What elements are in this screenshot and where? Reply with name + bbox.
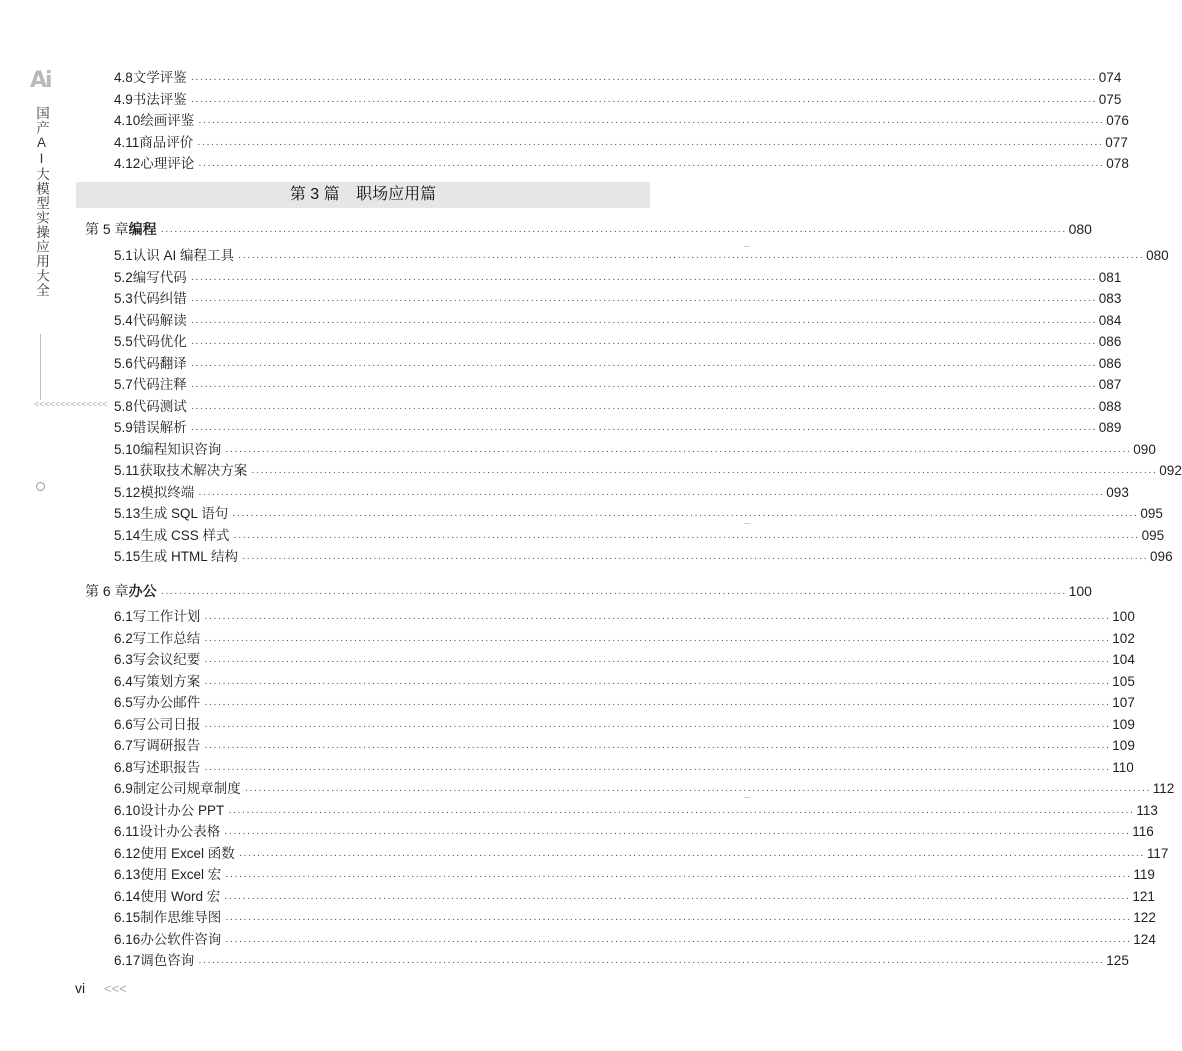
leader-dots: ········································································································································································································ [244, 785, 1151, 796]
toc-entry[interactable] [114, 671, 1135, 692]
section-page: 116 [1132, 824, 1154, 839]
section-title: 调色咨询 [140, 953, 195, 968]
section-title: 写工作计划 [132, 609, 201, 624]
section-page: 124 [1133, 931, 1156, 947]
leader-dots: ········································································································································································································ [190, 95, 1097, 107]
section-title: 办公软件咨询 [140, 931, 222, 947]
section-number: 5.5 [114, 334, 133, 349]
toc-entry[interactable] [114, 546, 1173, 567]
section-number: 6.5 [114, 695, 133, 710]
toc-entry[interactable] [114, 886, 1155, 907]
page-number: vi [75, 980, 86, 996]
section-title: 生成 CSS 样式 [140, 527, 230, 543]
part-banner [76, 182, 650, 208]
section-title: 代码优化 [132, 334, 187, 349]
toc-entry[interactable] [114, 310, 1122, 331]
chapter-title: 编程 [128, 221, 157, 237]
toc-entry[interactable] [114, 649, 1135, 670]
section-number: 5.8 [114, 398, 133, 414]
leader-dots: ········································································································································································································ [233, 531, 1140, 543]
section-title: 使用 Excel 宏 [140, 867, 222, 882]
section-title: 写办公邮件 [132, 695, 201, 710]
side-chevrons: <<<<<<<<<<<<<< [34, 399, 108, 409]
section-title: 使用 Excel 函数 [140, 845, 235, 861]
section-number: 6.7 [114, 738, 133, 753]
section-page: 121 [1132, 888, 1155, 904]
section-page: 102 [1112, 630, 1135, 646]
toc-entry[interactable] [114, 735, 1135, 756]
leader-dots: ········································································································································································································ [160, 226, 1067, 237]
section-title: 错误解析 [132, 420, 187, 435]
section-title: 设计办公表格 [139, 824, 221, 839]
toc-entry[interactable] [114, 628, 1135, 649]
leader-dots: ········································································································································································································ [251, 467, 1158, 478]
section-title: 书法评鉴 [132, 91, 187, 107]
section-title: 写公司日报 [132, 716, 201, 732]
section-number: 5.15 [114, 549, 141, 564]
section-number: 5.7 [114, 377, 133, 392]
section-page: 090 [1133, 441, 1156, 457]
leader-dots: ········································································································································································································ [232, 510, 1139, 521]
section-number: 4.9 [114, 91, 133, 107]
leader-dots: ········································································································································································································ [225, 935, 1132, 947]
section-number: 6.17 [114, 953, 141, 968]
toc-entry[interactable] [114, 67, 1122, 88]
section-number: 6.14 [114, 888, 141, 904]
section-number: 5.2 [114, 269, 133, 285]
section-number: 4.12 [114, 156, 141, 171]
toc-entry[interactable] [114, 950, 1129, 971]
leader-dots: ········································································································································································································ [204, 720, 1111, 732]
section-page: 086 [1098, 334, 1122, 349]
section-number: 4.10 [114, 113, 141, 128]
section-page: 100 [1112, 609, 1135, 624]
section-title: 编写代码 [132, 269, 187, 285]
section-number: 5.4 [114, 312, 133, 328]
section-number: 5.10 [114, 441, 141, 457]
section-title: 生成 SQL 语句 [140, 506, 229, 521]
toc-entry[interactable] [114, 267, 1122, 288]
chapter-page: 100 [1068, 583, 1092, 599]
chapter-number: 第 5 章 [85, 221, 129, 237]
leader-dots: ········································································································································································································ [190, 381, 1097, 392]
section-page: 125 [1106, 953, 1129, 968]
toc-entry[interactable] [114, 439, 1156, 460]
chapter-row[interactable] [85, 217, 1092, 241]
section-title: 文学评鉴 [132, 70, 187, 85]
section-page: 117 [1146, 845, 1169, 861]
section-number: 5.13 [114, 506, 141, 521]
leader-dots: ········································································································································································································ [204, 656, 1111, 667]
toc-entry[interactable] [114, 714, 1135, 735]
section-title: 写述职报告 [132, 759, 201, 775]
section-title: 写策划方案 [132, 673, 201, 689]
section-number: 6.3 [114, 652, 133, 667]
leader-dots: ········································································································································································································ [197, 138, 1104, 150]
section-page: 081 [1098, 269, 1122, 285]
section-page: 084 [1098, 312, 1122, 328]
leader-dots: ········································································································································································································ [190, 273, 1097, 285]
section-number: 6.4 [114, 673, 133, 689]
section-page: 096 [1150, 549, 1173, 564]
book-title: 国产AI大模型实操应用大全 [34, 106, 49, 298]
edge-tick [744, 246, 750, 247]
section-title: 商品评价 [139, 134, 194, 150]
leader-dots: ········································································································································································································ [204, 763, 1111, 775]
section-number: 6.10 [114, 802, 141, 818]
toc-entry[interactable] [114, 864, 1155, 885]
section-page: 087 [1098, 377, 1122, 392]
section-number: 4.8 [114, 70, 133, 85]
leader-dots: ········································································································································································································ [224, 892, 1131, 904]
toc-entry[interactable] [114, 907, 1156, 928]
section-title: 制作思维导图 [140, 910, 222, 925]
toc-entry[interactable] [114, 153, 1129, 174]
section-page: 093 [1106, 484, 1129, 500]
part-title: 职场应用篇 [356, 186, 437, 203]
leader-dots: ········································································································································································································ [204, 699, 1111, 710]
toc-entry[interactable] [114, 778, 1175, 799]
toc-entry[interactable] [114, 353, 1122, 374]
toc-entry[interactable] [114, 132, 1128, 153]
leader-dots: ········································································································································································································ [225, 914, 1132, 925]
leader-dots: ········································································································································································································ [225, 445, 1132, 457]
section-title: 代码翻译 [132, 355, 187, 371]
section-number: 6.6 [114, 716, 133, 732]
section-number: 6.1 [114, 609, 133, 624]
toc-entry[interactable] [114, 757, 1134, 778]
leader-dots: ········································································································································································································ [160, 588, 1067, 599]
leader-dots: ········································································································································································································ [238, 849, 1145, 861]
part-label: 第 3 篇 [289, 186, 340, 203]
toc-entry[interactable] [114, 417, 1122, 438]
leader-dots: ········································································································································································································ [204, 634, 1111, 646]
leader-dots: ········································································································································································································ [198, 160, 1105, 171]
chapter-row[interactable] [85, 579, 1092, 603]
leader-dots: ········································································································································································································ [238, 252, 1145, 263]
section-title: 代码测试 [132, 398, 187, 414]
edge-tick [744, 797, 750, 798]
section-title: 写调研报告 [132, 738, 201, 753]
section-page: 105 [1112, 673, 1135, 689]
leader-dots: ········································································································································································································ [228, 806, 1135, 818]
chapter-title: 办公 [128, 583, 157, 599]
section-title: 写会议纪要 [132, 652, 201, 667]
section-number: 5.9 [114, 420, 133, 435]
section-page: 113 [1136, 802, 1158, 818]
section-number: 6.8 [114, 759, 133, 775]
section-page: 107 [1112, 695, 1135, 710]
section-number: 6.15 [114, 910, 141, 925]
section-number: 5.11 [114, 463, 140, 478]
section-page: 110 [1112, 759, 1134, 775]
section-page: 109 [1112, 738, 1135, 753]
side-divider [40, 334, 41, 400]
toc-entry[interactable] [114, 460, 1182, 481]
leader-dots: ········································································································································································································ [242, 553, 1149, 564]
toc-entry[interactable] [114, 503, 1163, 524]
ai-logo-icon: Ai [30, 68, 51, 93]
section-title: 绘画评鉴 [140, 113, 195, 128]
edge-tick [744, 523, 750, 524]
section-page: 109 [1112, 716, 1135, 732]
toc-entry[interactable] [114, 374, 1122, 395]
toc-entry[interactable] [114, 929, 1156, 950]
leader-dots: ········································································································································································································ [190, 338, 1097, 349]
section-title: 生成 HTML 结构 [140, 549, 239, 564]
section-title: 写工作总结 [132, 630, 201, 646]
section-number: 5.3 [114, 291, 133, 306]
section-page: 092 [1159, 463, 1182, 478]
section-number: 5.12 [114, 484, 141, 500]
section-number: 6.9 [114, 781, 133, 796]
section-title: 认识 AI 编程工具 [132, 248, 235, 263]
toc-entry[interactable] [114, 606, 1135, 627]
section-title: 模拟终端 [140, 484, 195, 500]
toc-entry[interactable] [114, 525, 1165, 546]
leader-dots: ········································································································································································································ [190, 295, 1097, 306]
leader-dots: ········································································································································································································ [198, 488, 1105, 500]
section-title: 设计办公 PPT [140, 802, 225, 818]
toc-entry[interactable] [114, 482, 1129, 503]
section-page: 119 [1133, 867, 1155, 882]
section-title: 心理评论 [140, 156, 195, 171]
toc-entry[interactable] [114, 843, 1169, 864]
leader-dots: ········································································································································································································ [204, 677, 1111, 689]
leader-dots: ········································································································································································································ [204, 742, 1111, 753]
section-title: 制定公司规章制度 [132, 781, 241, 796]
section-page: 075 [1098, 91, 1122, 107]
section-page: 077 [1105, 134, 1128, 150]
chapter-number: 第 6 章 [85, 583, 129, 599]
section-page: 104 [1112, 652, 1135, 667]
section-number: 6.12 [114, 845, 141, 861]
section-title: 获取技术解决方案 [139, 463, 248, 478]
section-number: 6.2 [114, 630, 133, 646]
section-page: 088 [1098, 398, 1122, 414]
section-title: 代码纠错 [132, 291, 187, 306]
toc-entry[interactable] [114, 800, 1158, 821]
toc-entry[interactable] [114, 89, 1122, 110]
toc-entry[interactable] [114, 110, 1129, 131]
section-title: 编程知识咨询 [140, 441, 222, 457]
leader-dots: ········································································································································································································ [198, 117, 1105, 128]
section-page: 083 [1098, 291, 1122, 306]
leader-dots: ········································································································································································································ [190, 316, 1097, 328]
chapter-page: 080 [1068, 221, 1092, 237]
leader-dots: ········································································································································································································ [190, 74, 1097, 85]
footer-chevrons: <<< [104, 981, 127, 996]
toc-entry[interactable] [114, 821, 1154, 842]
leader-dots: ········································································································································································································ [190, 402, 1097, 414]
section-number: 4.11 [114, 134, 140, 150]
toc-entry[interactable] [114, 331, 1122, 352]
section-page: 080 [1146, 248, 1169, 263]
section-page: 095 [1140, 506, 1163, 521]
toc-entry[interactable] [114, 692, 1135, 713]
section-title: 代码注释 [132, 377, 187, 392]
section-page: 112 [1152, 781, 1175, 796]
leader-dots: ········································································································································································································ [225, 871, 1132, 882]
section-page: 074 [1098, 70, 1122, 85]
leader-dots: ········································································································································································································ [204, 613, 1111, 624]
section-title: 代码解读 [132, 312, 187, 328]
section-page: 078 [1106, 156, 1129, 171]
leader-dots: ········································································································································································································ [198, 957, 1105, 968]
section-page: 089 [1098, 420, 1122, 435]
section-page: 076 [1106, 113, 1129, 128]
leader-dots: ········································································································································································································ [190, 424, 1097, 435]
section-page: 122 [1133, 910, 1156, 925]
toc-entry[interactable] [114, 288, 1122, 309]
side-circle-icon [36, 482, 45, 491]
section-number: 6.13 [114, 867, 141, 882]
section-number: 6.16 [114, 931, 141, 947]
section-page: 086 [1098, 355, 1122, 371]
section-title: 使用 Word 宏 [140, 888, 221, 904]
leader-dots: ········································································································································································································ [190, 359, 1097, 371]
section-number: 6.11 [114, 824, 140, 839]
toc-entry[interactable] [114, 245, 1169, 266]
leader-dots: ········································································································································································································ [224, 828, 1131, 839]
section-page: 095 [1141, 527, 1165, 543]
toc-entry[interactable] [114, 396, 1122, 417]
section-number: 5.14 [114, 527, 141, 543]
section-number: 5.6 [114, 355, 133, 371]
section-number: 5.1 [114, 248, 133, 263]
